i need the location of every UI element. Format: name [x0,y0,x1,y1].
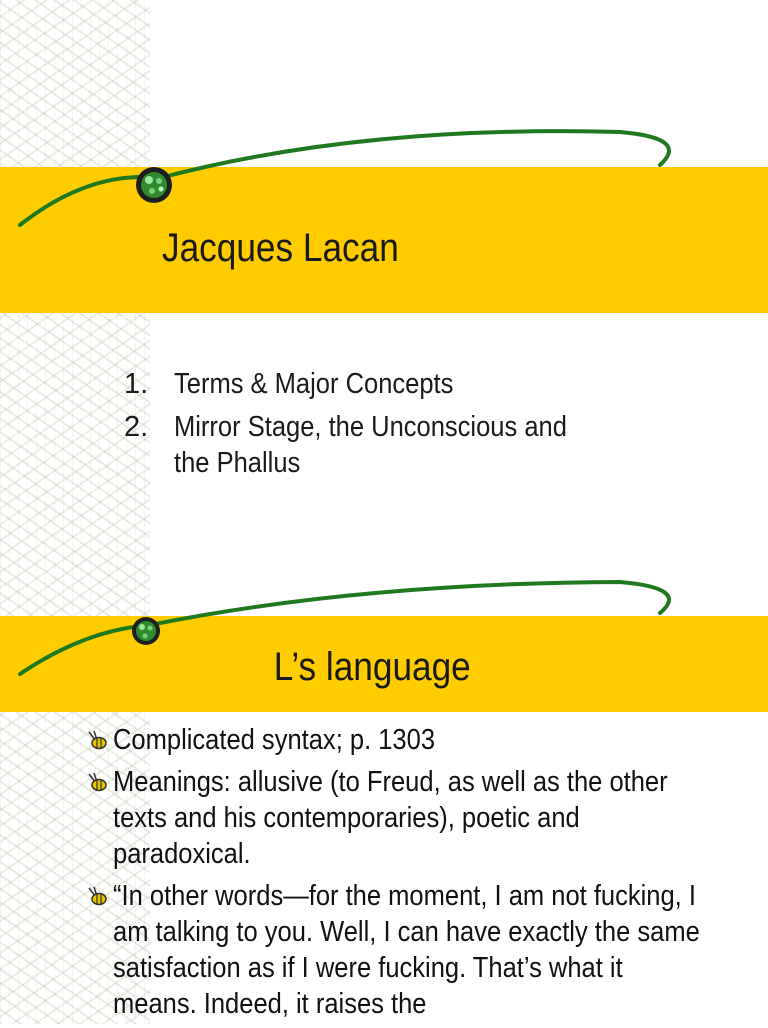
bee-bullet-icon [85,764,113,800]
bullet-text: Complicated syntax; p. 1303 [113,724,436,756]
numbered-list [124,366,644,488]
bee-bullet-icon [85,722,113,758]
list-item-number: 2. [124,411,149,443]
list-item-text: Mirror Stage, the Unconscious and the Phallus [174,411,567,479]
bullet-text: Meanings: allusive (to Freud, as well as the other texts and his contemporaries), poetic and paradoxical. [113,766,668,870]
list-item [85,722,768,758]
bullet-list [85,722,768,1028]
green-orb-icon [132,617,160,645]
list-item-number: 1. [124,368,149,400]
swoosh-line-slide1 [20,131,669,225]
list-item [85,764,768,872]
slide-title: Jacques Lacan [162,226,399,270]
green-orb-icon [136,167,172,203]
list-item [124,409,644,481]
list-item [124,366,644,402]
bullet-text: “In other words—for the moment, I am not fucking, I am talking to you. Well, I can have exactly the same satisfaction as if I were fucking. That’s what it means. Indeed, it raises the [113,880,700,1020]
list-item-text: Terms & Major Concepts [174,368,454,400]
slide-title: L’s language [273,645,471,689]
list-item [85,878,768,1022]
bee-bullet-icon [85,878,113,914]
